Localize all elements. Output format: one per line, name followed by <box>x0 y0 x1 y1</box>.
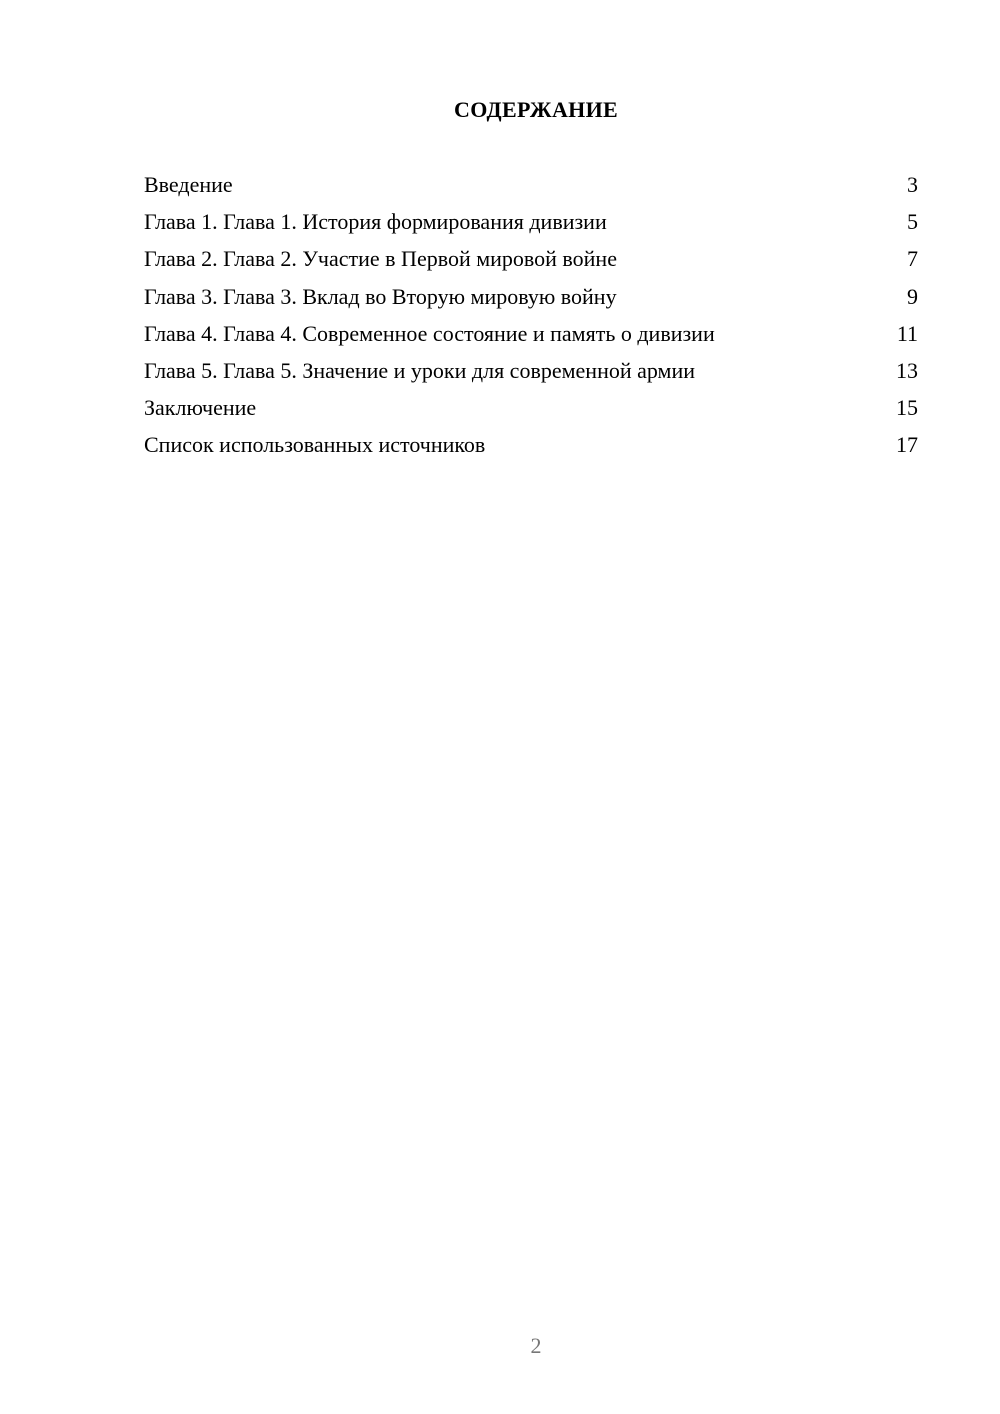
toc-entry-chapter-2[interactable] <box>144 243 918 280</box>
table-of-contents <box>144 169 918 467</box>
toc-entry-label: Глава 5. Глава 5. Значение и уроки для современной армии <box>144 357 696 383</box>
toc-entry-introduction[interactable] <box>144 169 918 206</box>
toc-entry-label: Глава 2. Глава 2. Участие в Первой мировой войне <box>144 246 617 272</box>
toc-entry-label: Глава 1. Глава 1. История формирования дивизии <box>144 209 607 235</box>
toc-entry-label: Глава 4. Глава 4. Современное состояние и память о дивизии <box>144 320 715 346</box>
toc-entry-chapter-5[interactable] <box>144 355 918 392</box>
toc-entry-page: 15 <box>896 395 918 421</box>
toc-entry-label: Глава 3. Глава 3. Вклад во Вторую мировую войну <box>144 283 617 309</box>
toc-entry-page: 7 <box>907 246 918 272</box>
toc-entry-label: Заключение <box>144 395 257 421</box>
toc-entry-page: 3 <box>907 172 918 197</box>
toc-entry-label: Список использованных источников <box>144 432 486 458</box>
page-number: 2 <box>530 1333 542 1358</box>
toc-entry-page: 9 <box>907 283 918 309</box>
toc-entry-conclusion[interactable] <box>144 392 918 429</box>
toc-entry-chapter-3[interactable] <box>144 281 918 318</box>
toc-entry-page: 13 <box>896 357 918 383</box>
toc-entry-label: Введение <box>144 172 233 197</box>
toc-entry-page: 11 <box>896 320 918 346</box>
toc-entry-references[interactable] <box>144 429 918 466</box>
toc-entry-chapter-1[interactable] <box>144 206 918 243</box>
page-title: СОДЕРЖАНИЕ <box>454 97 618 122</box>
toc-entry-page: 17 <box>896 432 918 458</box>
toc-entry-chapter-4[interactable] <box>144 318 918 355</box>
toc-entry-page: 5 <box>907 209 918 235</box>
